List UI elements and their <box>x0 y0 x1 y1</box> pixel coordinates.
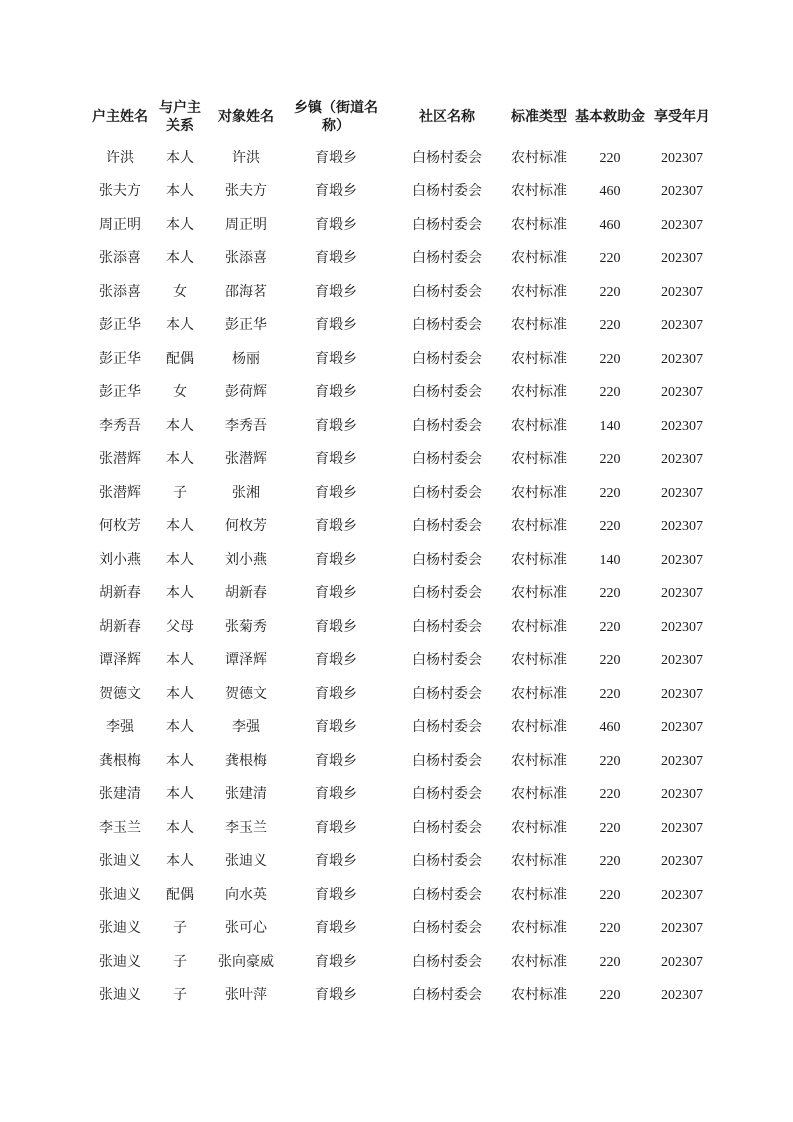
table-row <box>88 645 716 679</box>
table-cell-township: 育塅乡 <box>315 318 357 334</box>
table-cell-benefit_month: 202307 <box>661 552 703 568</box>
table-cell-standard_type: 农村标准 <box>511 820 567 836</box>
table-cell-person_name: 彭荷辉 <box>225 385 267 401</box>
table-cell-household_head: 张添喜 <box>99 284 141 300</box>
table-cell-standard_type: 农村标准 <box>511 686 567 702</box>
table-row <box>88 980 716 1014</box>
table-cell-basic_subsidy: 220 <box>599 854 621 870</box>
table-cell-community: 白杨村委会 <box>412 854 482 870</box>
table-cell-township: 育塅乡 <box>315 854 357 870</box>
table-cell-township: 育塅乡 <box>315 619 357 635</box>
table-cell-relation_to_head: 本人 <box>166 251 194 267</box>
table-cell-relation_to_head: 女 <box>173 385 187 401</box>
table-cell-basic_subsidy: 220 <box>599 385 621 401</box>
table-cell-person_name: 向水英 <box>225 887 267 903</box>
table-cell-benefit_month: 202307 <box>661 619 703 635</box>
table-cell-relation_to_head: 本人 <box>166 552 194 568</box>
table-cell-basic_subsidy: 220 <box>599 251 621 267</box>
table-cell-benefit_month: 202307 <box>661 150 703 166</box>
table-cell-township: 育塅乡 <box>315 351 357 367</box>
table-cell-benefit_month: 202307 <box>661 485 703 501</box>
table-cell-basic_subsidy: 220 <box>599 787 621 803</box>
table-cell-household_head: 张迪义 <box>99 887 141 903</box>
table-row <box>88 477 716 511</box>
table-row <box>88 310 716 344</box>
table-cell-standard_type: 农村标准 <box>511 787 567 803</box>
table-cell-person_name: 周正明 <box>225 217 267 233</box>
table-cell-benefit_month: 202307 <box>661 385 703 401</box>
table-cell-community: 白杨村委会 <box>412 887 482 903</box>
table-cell-relation_to_head: 本人 <box>166 653 194 669</box>
column-header-basic_subsidy: 基本救助金 <box>575 110 645 126</box>
table-cell-benefit_month: 202307 <box>661 351 703 367</box>
table-cell-community: 白杨村委会 <box>412 921 482 937</box>
table-cell-township: 育塅乡 <box>315 217 357 233</box>
table-cell-benefit_month: 202307 <box>661 251 703 267</box>
table-cell-standard_type: 农村标准 <box>511 854 567 870</box>
table-cell-basic_subsidy: 220 <box>599 686 621 702</box>
table-cell-person_name: 张添喜 <box>225 251 267 267</box>
table-cell-benefit_month: 202307 <box>661 954 703 970</box>
table-cell-person_name: 李秀吾 <box>225 418 267 434</box>
table-cell-benefit_month: 202307 <box>661 887 703 903</box>
table-cell-standard_type: 农村标准 <box>511 217 567 233</box>
table-cell-basic_subsidy: 220 <box>599 318 621 334</box>
table-cell-relation_to_head: 本人 <box>166 854 194 870</box>
table-cell-community: 白杨村委会 <box>412 820 482 836</box>
table-cell-township: 育塅乡 <box>315 720 357 736</box>
table-cell-relation_to_head: 本人 <box>166 519 194 535</box>
table-row <box>88 611 716 645</box>
table-cell-basic_subsidy: 220 <box>599 753 621 769</box>
table-cell-person_name: 张湘 <box>232 485 260 501</box>
table-cell-standard_type: 农村标准 <box>511 753 567 769</box>
table-cell-community: 白杨村委会 <box>412 787 482 803</box>
table-cell-community: 白杨村委会 <box>412 485 482 501</box>
table-cell-standard_type: 农村标准 <box>511 150 567 166</box>
table-cell-community: 白杨村委会 <box>412 318 482 334</box>
table-cell-township: 育塅乡 <box>315 586 357 602</box>
table-cell-relation_to_head: 本人 <box>166 150 194 166</box>
table-cell-community: 白杨村委会 <box>412 954 482 970</box>
table-cell-community: 白杨村委会 <box>412 988 482 1004</box>
column-header-standard_type: 标准类型 <box>511 110 567 126</box>
table-cell-household_head: 胡新春 <box>99 619 141 635</box>
table-cell-benefit_month: 202307 <box>661 318 703 334</box>
table-cell-benefit_month: 202307 <box>661 820 703 836</box>
column-header-person_name: 对象姓名 <box>218 110 274 126</box>
table-cell-household_head: 许洪 <box>106 150 134 166</box>
table-cell-relation_to_head: 子 <box>173 485 187 501</box>
table-cell-standard_type: 农村标准 <box>511 385 567 401</box>
table-cell-basic_subsidy: 220 <box>599 921 621 937</box>
table-row <box>88 846 716 880</box>
table-cell-community: 白杨村委会 <box>412 552 482 568</box>
table-row <box>88 678 716 712</box>
table-row <box>88 745 716 779</box>
table-cell-community: 白杨村委会 <box>412 720 482 736</box>
table-cell-household_head: 彭正华 <box>99 351 141 367</box>
table-cell-basic_subsidy: 460 <box>599 184 621 200</box>
table-cell-relation_to_head: 配偶 <box>166 351 194 367</box>
table-cell-standard_type: 农村标准 <box>511 452 567 468</box>
table-cell-person_name: 张菊秀 <box>225 619 267 635</box>
table-cell-relation_to_head: 本人 <box>166 720 194 736</box>
table-row <box>88 812 716 846</box>
table-cell-household_head: 贺德文 <box>99 686 141 702</box>
table-cell-benefit_month: 202307 <box>661 217 703 233</box>
table-cell-household_head: 周正明 <box>99 217 141 233</box>
table-cell-relation_to_head: 本人 <box>166 753 194 769</box>
table-cell-standard_type: 农村标准 <box>511 284 567 300</box>
table-cell-standard_type: 农村标准 <box>511 552 567 568</box>
subsidy-table <box>88 98 716 1013</box>
table-cell-person_name: 张夫方 <box>225 184 267 200</box>
table-row <box>88 142 716 176</box>
table-row <box>88 243 716 277</box>
table-cell-standard_type: 农村标准 <box>511 519 567 535</box>
table-cell-benefit_month: 202307 <box>661 854 703 870</box>
column-header-household_head: 户主姓名 <box>92 110 148 126</box>
table-cell-basic_subsidy: 220 <box>599 485 621 501</box>
table-row <box>88 276 716 310</box>
table-cell-standard_type: 农村标准 <box>511 318 567 334</box>
table-cell-relation_to_head: 本人 <box>166 452 194 468</box>
table-cell-relation_to_head: 本人 <box>166 787 194 803</box>
table-cell-basic_subsidy: 220 <box>599 887 621 903</box>
table-cell-person_name: 刘小燕 <box>225 552 267 568</box>
table-row <box>88 913 716 947</box>
table-cell-person_name: 彭正华 <box>225 318 267 334</box>
table-cell-township: 育塅乡 <box>315 954 357 970</box>
table-cell-benefit_month: 202307 <box>661 418 703 434</box>
table-cell-township: 育塅乡 <box>315 653 357 669</box>
table-cell-relation_to_head: 子 <box>173 921 187 937</box>
table-cell-community: 白杨村委会 <box>412 217 482 233</box>
table-cell-standard_type: 农村标准 <box>511 418 567 434</box>
table-cell-township: 育塅乡 <box>315 452 357 468</box>
table-cell-community: 白杨村委会 <box>412 686 482 702</box>
table-cell-township: 育塅乡 <box>315 921 357 937</box>
table-cell-basic_subsidy: 220 <box>599 820 621 836</box>
column-header-benefit_month: 享受年月 <box>654 110 710 126</box>
table-cell-basic_subsidy: 460 <box>599 217 621 233</box>
table-row <box>88 410 716 444</box>
table-cell-township: 育塅乡 <box>315 988 357 1004</box>
table-cell-basic_subsidy: 220 <box>599 954 621 970</box>
table-cell-household_head: 李玉兰 <box>99 820 141 836</box>
table-cell-basic_subsidy: 220 <box>599 586 621 602</box>
table-cell-household_head: 龚根梅 <box>99 753 141 769</box>
table-cell-township: 育塅乡 <box>315 686 357 702</box>
table-cell-standard_type: 农村标准 <box>511 184 567 200</box>
table-cell-person_name: 张建清 <box>225 787 267 803</box>
table-cell-relation_to_head: 子 <box>173 954 187 970</box>
table-row <box>88 209 716 243</box>
table-cell-person_name: 张迪义 <box>225 854 267 870</box>
table-cell-township: 育塅乡 <box>315 485 357 501</box>
table-cell-community: 白杨村委会 <box>412 184 482 200</box>
table-cell-relation_to_head: 本人 <box>166 686 194 702</box>
table-cell-person_name: 邵海茗 <box>225 284 267 300</box>
table-cell-benefit_month: 202307 <box>661 653 703 669</box>
table-cell-person_name: 张潜辉 <box>225 452 267 468</box>
table-row <box>88 511 716 545</box>
table-cell-person_name: 张可心 <box>225 921 267 937</box>
table-cell-standard_type: 农村标准 <box>511 351 567 367</box>
table-row <box>88 343 716 377</box>
table-cell-household_head: 谭泽辉 <box>99 653 141 669</box>
table-cell-household_head: 张迪义 <box>99 954 141 970</box>
table-cell-relation_to_head: 子 <box>173 988 187 1004</box>
table-cell-standard_type: 农村标准 <box>511 586 567 602</box>
table-cell-relation_to_head: 本人 <box>166 217 194 233</box>
table-cell-relation_to_head: 配偶 <box>166 887 194 903</box>
table-cell-community: 白杨村委会 <box>412 418 482 434</box>
table-cell-relation_to_head: 本人 <box>166 318 194 334</box>
table-cell-benefit_month: 202307 <box>661 921 703 937</box>
column-header-relation_to_head: 与户主关系 <box>159 101 201 135</box>
table-cell-standard_type: 农村标准 <box>511 954 567 970</box>
table-cell-person_name: 张向豪威 <box>218 954 274 970</box>
table-cell-person_name: 李强 <box>232 720 260 736</box>
table-cell-standard_type: 农村标准 <box>511 653 567 669</box>
table-header-row <box>88 98 716 142</box>
table-cell-relation_to_head: 本人 <box>166 586 194 602</box>
table-cell-community: 白杨村委会 <box>412 519 482 535</box>
table-cell-benefit_month: 202307 <box>661 586 703 602</box>
table-cell-standard_type: 农村标准 <box>511 251 567 267</box>
table-cell-township: 育塅乡 <box>315 820 357 836</box>
table-cell-household_head: 张迪义 <box>99 854 141 870</box>
table-cell-person_name: 李玉兰 <box>225 820 267 836</box>
table-cell-household_head: 张夫方 <box>99 184 141 200</box>
table-cell-basic_subsidy: 220 <box>599 988 621 1004</box>
table-row <box>88 946 716 980</box>
table-cell-community: 白杨村委会 <box>412 619 482 635</box>
table-cell-township: 育塅乡 <box>315 753 357 769</box>
table-cell-household_head: 张潜辉 <box>99 485 141 501</box>
table-cell-basic_subsidy: 140 <box>599 418 621 434</box>
table-row <box>88 176 716 210</box>
table-cell-household_head: 张迪义 <box>99 921 141 937</box>
table-cell-basic_subsidy: 220 <box>599 653 621 669</box>
table-cell-community: 白杨村委会 <box>412 251 482 267</box>
table-cell-community: 白杨村委会 <box>412 452 482 468</box>
table-row <box>88 444 716 478</box>
table-body <box>88 142 716 1013</box>
table-cell-household_head: 彭正华 <box>99 385 141 401</box>
table-cell-relation_to_head: 本人 <box>166 184 194 200</box>
table-cell-township: 育塅乡 <box>315 418 357 434</box>
table-cell-standard_type: 农村标准 <box>511 720 567 736</box>
table-cell-township: 育塅乡 <box>315 519 357 535</box>
table-cell-household_head: 胡新春 <box>99 586 141 602</box>
table-cell-household_head: 张建清 <box>99 787 141 803</box>
table-cell-township: 育塅乡 <box>315 552 357 568</box>
table-cell-basic_subsidy: 220 <box>599 452 621 468</box>
table-cell-community: 白杨村委会 <box>412 586 482 602</box>
column-header-township: 乡镇（街道名称） <box>294 101 378 135</box>
table-cell-person_name: 张叶萍 <box>225 988 267 1004</box>
table-cell-basic_subsidy: 220 <box>599 150 621 166</box>
table-cell-benefit_month: 202307 <box>661 787 703 803</box>
table-cell-household_head: 刘小燕 <box>99 552 141 568</box>
table-cell-household_head: 张添喜 <box>99 251 141 267</box>
table-cell-benefit_month: 202307 <box>661 686 703 702</box>
table-cell-relation_to_head: 父母 <box>166 619 194 635</box>
table-cell-standard_type: 农村标准 <box>511 887 567 903</box>
table-cell-basic_subsidy: 220 <box>599 519 621 535</box>
table-cell-basic_subsidy: 220 <box>599 284 621 300</box>
table-cell-basic_subsidy: 140 <box>599 552 621 568</box>
table-cell-benefit_month: 202307 <box>661 753 703 769</box>
table-cell-benefit_month: 202307 <box>661 284 703 300</box>
table-cell-benefit_month: 202307 <box>661 519 703 535</box>
table-cell-household_head: 李秀吾 <box>99 418 141 434</box>
table-cell-household_head: 张迪义 <box>99 988 141 1004</box>
table-cell-benefit_month: 202307 <box>661 988 703 1004</box>
table-cell-township: 育塅乡 <box>315 887 357 903</box>
table-cell-basic_subsidy: 460 <box>599 720 621 736</box>
table-cell-township: 育塅乡 <box>315 184 357 200</box>
table-cell-township: 育塅乡 <box>315 150 357 166</box>
table-cell-basic_subsidy: 220 <box>599 619 621 635</box>
table-cell-benefit_month: 202307 <box>661 452 703 468</box>
table-cell-community: 白杨村委会 <box>412 753 482 769</box>
table-cell-community: 白杨村委会 <box>412 351 482 367</box>
table-cell-township: 育塅乡 <box>315 284 357 300</box>
table-cell-person_name: 杨丽 <box>232 351 260 367</box>
table-cell-household_head: 何枚芳 <box>99 519 141 535</box>
table-row <box>88 544 716 578</box>
table-cell-basic_subsidy: 220 <box>599 351 621 367</box>
table-cell-household_head: 李强 <box>106 720 134 736</box>
table-cell-benefit_month: 202307 <box>661 184 703 200</box>
table-cell-relation_to_head: 本人 <box>166 820 194 836</box>
table-cell-community: 白杨村委会 <box>412 284 482 300</box>
table-row <box>88 712 716 746</box>
table-cell-township: 育塅乡 <box>315 385 357 401</box>
table-cell-household_head: 彭正华 <box>99 318 141 334</box>
table-cell-community: 白杨村委会 <box>412 653 482 669</box>
table-cell-person_name: 龚根梅 <box>225 753 267 769</box>
table-cell-township: 育塅乡 <box>315 787 357 803</box>
table-row <box>88 377 716 411</box>
table-cell-standard_type: 农村标准 <box>511 619 567 635</box>
table-cell-township: 育塅乡 <box>315 251 357 267</box>
table-cell-person_name: 贺德文 <box>225 686 267 702</box>
table-row <box>88 879 716 913</box>
table-cell-community: 白杨村委会 <box>412 385 482 401</box>
table-cell-standard_type: 农村标准 <box>511 485 567 501</box>
table-cell-person_name: 胡新春 <box>225 586 267 602</box>
table-cell-relation_to_head: 女 <box>173 284 187 300</box>
column-header-community: 社区名称 <box>419 110 475 126</box>
table-cell-person_name: 许洪 <box>232 150 260 166</box>
table-cell-person_name: 何枚芳 <box>225 519 267 535</box>
table-header <box>88 98 716 142</box>
table-cell-household_head: 张潜辉 <box>99 452 141 468</box>
table-cell-community: 白杨村委会 <box>412 150 482 166</box>
table-cell-relation_to_head: 本人 <box>166 418 194 434</box>
table-row <box>88 578 716 612</box>
table-cell-person_name: 谭泽辉 <box>225 653 267 669</box>
table-cell-benefit_month: 202307 <box>661 720 703 736</box>
table-cell-standard_type: 农村标准 <box>511 921 567 937</box>
table-cell-standard_type: 农村标准 <box>511 988 567 1004</box>
table-row <box>88 779 716 813</box>
